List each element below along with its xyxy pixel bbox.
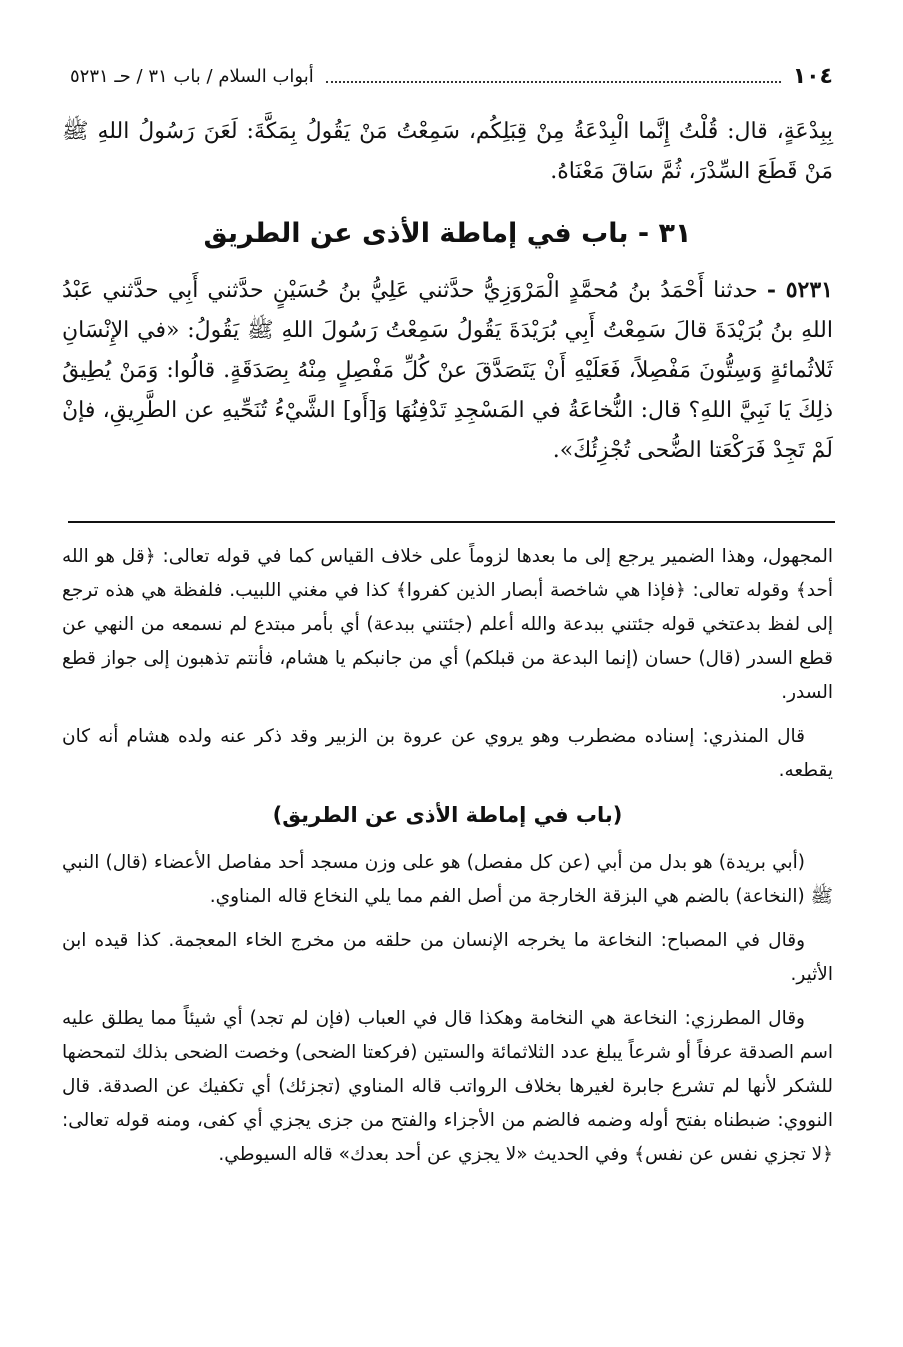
intro-paragraph: بِبِدْعَةٍ، قال: قُلْتُ إِنَّما الْبِدْعَةُ مِنْ قِبَلِكُم، سَمِعْتُ مَنْ يَقُولُ بِمَكَّةَ: لَعَنَ رَسُولُ اللهِ ﷺ مَنْ قَطَعَ السِّدْرَ، ثُمَّ سَاقَ مَعْنَاهُ. (62, 119, 833, 184)
header-dot-leader (326, 69, 781, 83)
commentary-section-title: (باب في إماطة الأذى عن الطريق) (272, 803, 623, 827)
hadith-text: حدثنا أَحْمَدُ بنُ مُحمَّدٍ الْمَرْوَزِيُّ حدَّثني عَلِيُّ بنُ حُسَيْنٍ حدَّثني أَبِي حدَّثني عَبْدُ اللهِ بنُ بُرَيْدَةَ قالَ سَمِعْتُ أَبِي بُرَيْدَةَ يَقُولُ سَمِعْتُ رَسُولَ اللهِ ﷺ يَقُولُ: «في الإِنْسَانِ ثَلاثُمائةٍ وَسِتُّونَ مَفْصِلاً، فَعَلَيْهِ أَنْ يَتَصَدَّقَ عنْ كُلِّ مَفْصِلٍ مِنْهُ بِصَدَقَةٍ. قالُوا: وَمَنْ يُطِيقُ ذلِكَ يَا نَبِيَّ اللهِ؟ قال: النُّخاعَةُ في المَسْجِدِ تَدْفِنُهَا وَ[أَو] الشَّيْءُ تُنَحِّيهِ عن الطَّرِيقِ، فإنْ لَمْ تَجِدْ فَرَكْعَتا الضُّحى تُجْزِئُكَ». (62, 278, 833, 463)
page-header (70, 58, 833, 94)
hadith-number: ٥٢٣١ - (766, 277, 833, 303)
note-paragraph-3: (أبي بريدة) هو بدل من أبي (عن كل مفصل) هو على وزن مسجد أحد مفاصل الأعضاء (قال) النبي ﷺ (النخاعة) بالضم هي البزقة الخارجة من أصل الفم مما يلي النخاع قاله المناوي. (62, 852, 833, 907)
footnote-divider (68, 521, 835, 523)
note-paragraph-2: قال المنذري: إسناده مضطرب وهو يروي عن عروة بن الزبير وقد ذكر عنه ولده هشام أنه كان يقطعه. (62, 726, 833, 781)
commentary (62, 540, 833, 1182)
hadith-paragraph (62, 270, 833, 471)
chapter-title: ٣١ - باب في إماطة الأذى عن الطريق (203, 218, 692, 249)
note-paragraph-4: وقال في المصباح: النخاعة ما يخرجه الإنسان من حلقه من مخرج الخاء المعجمة. كذا قيده ابن الأثير. (62, 930, 833, 985)
note-paragraph-1: المجهول، وهذا الضمير يرجع إلى ما بعدها لزوماً على خلاف القياس كما في قوله تعالى: ﴿قل هو الله أحد﴾ وقوله تعالى: ﴿فإذا هي شاخصة أبصار الذين كفروا﴾ كذا في مغني اللبيب. فلفظة هي هذه ترجع إلى لفظ بدعتخي قوله جئتني ببدعة والله أعلم (جئتني ببدعة) أي بأمر مبتدع لم نسمعه من النهي عن قطع السدر (قال) حسان (إنما البدعة من قبلكم) أي من جانبكم يا هشام، فأنتم تذهبون إلى جواز قطع السدر. (62, 546, 833, 703)
page-number: ١٠٤ (792, 63, 833, 89)
running-title: أبواب السلام / باب ٣١ / حـ ٥٢٣١ (70, 65, 314, 87)
main-text (62, 112, 833, 471)
note-paragraph-5: وقال المطرزي: النخاعة هي النخامة وهكذا قال في العباب (فإن لم تجد) أي شيئاً مما يطلق عليه اسم الصدقة عرفاً أو شرعاً يبلغ عدد الثلاثمائة والستين (فركعتا الضحى) وخصت الضحى بذلك لتمحضها للشكر لأنها لم تشرع جابرة لغيرها بخلاف الرواتب قاله المناوي (تجزئك) أي تكفيك عن الصدقة. قال النووي: ضبطناه بفتح أوله وضمه فالضم من الأجزاء والفتح من جزى يجزي أي كفى، ومنه قوله تعالى: ﴿لا تجزي نفس عن نفس﴾ وفي الحديث «لا يجزي عن أحد بعدك» قاله السيوطي. (62, 1008, 833, 1165)
